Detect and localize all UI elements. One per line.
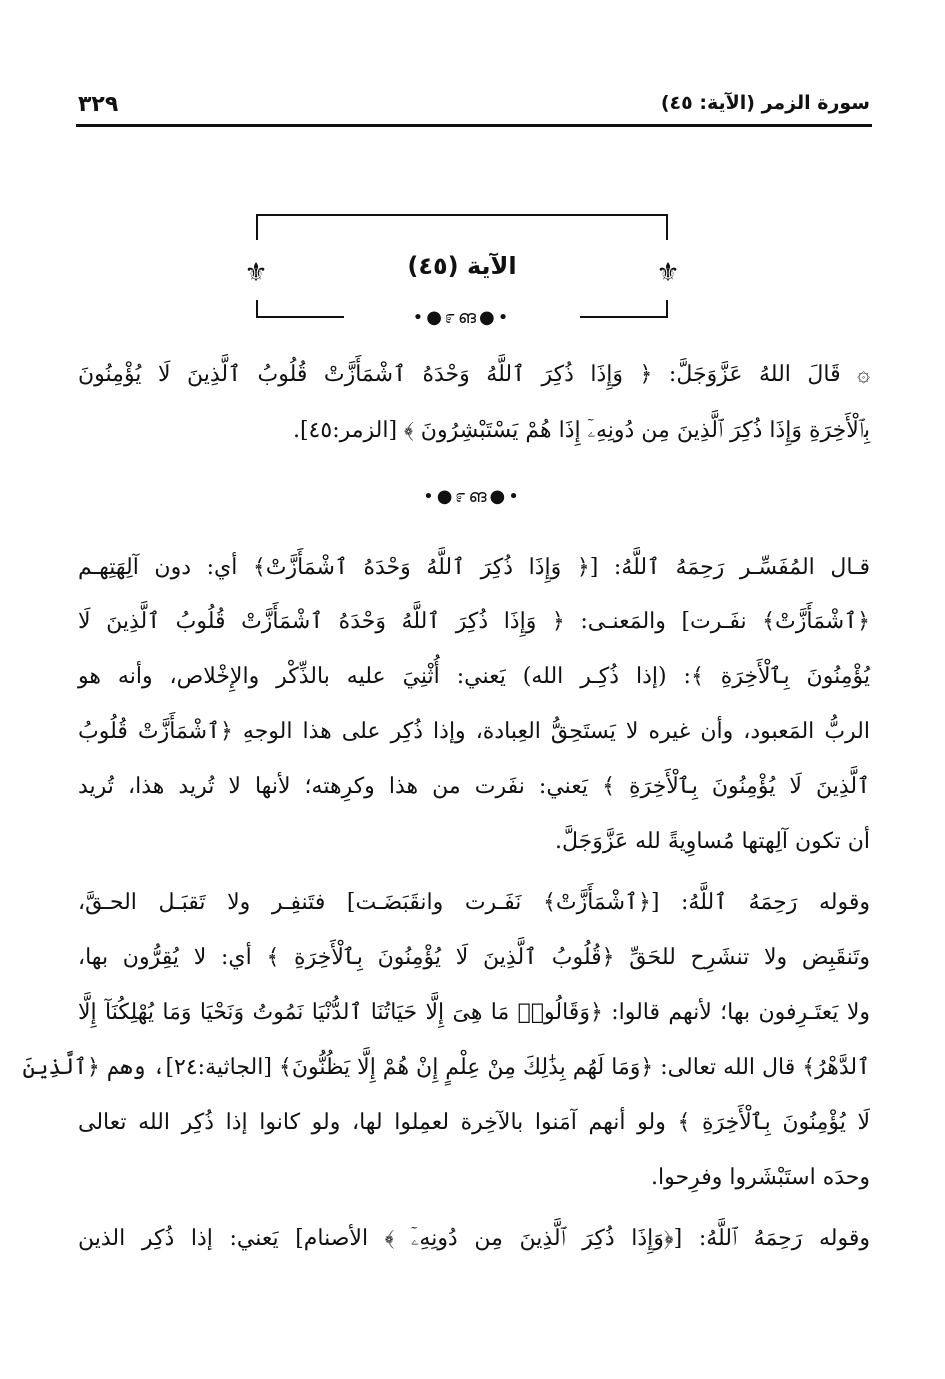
header-rule bbox=[76, 124, 872, 127]
section-divider: •●೯ങ●• bbox=[412, 307, 512, 328]
paragraph-line: الربُّ المَعبود، وأن غيره لا يَستَحِقُّ العِبادة، وإذا ذُكِر على هذا الوجهِ ﴿ٱشْمَأَزَّتْ قُلُوبُ bbox=[78, 719, 870, 744]
paragraph-line: أن تكون آلِهتها مُساوِيةً لله عَزَّوَجَلَّ. bbox=[554, 829, 870, 854]
paragraph-line: ٱلَّذِينَ لَا يُؤْمِنُونَ بِٱلْأَخِرَةِ ﴾ يَعني: نفَرت من هذا وكرِهته؛ لأنها لا تُريد هذا، تُريد bbox=[78, 774, 870, 799]
paragraph-line: ولا يَعتَـرِفون بها؛ لأنهم قالوا: ﴿وَقَالُوا۟ مَا هِىَ إِلَّا حَيَاتُنَا ٱلدُّنْيَا نَمُوتُ وَنَحْيَا وَمَا يُهْلِكُنَآ إِلَّا bbox=[78, 1000, 870, 1025]
paragraph-line: وحدَه استَبْشَروا وفرِحوا. bbox=[651, 1165, 870, 1190]
paragraph-line: يُؤْمِنُونَ بِٱلْأَخِرَةِ ﴾: (إذا ذُكِـر الله) يَعني: أُثْنِيَ عليه بالذِّكْر والإِخْلاص، وأنه هو bbox=[78, 664, 870, 689]
ornament-icon: ⚜ bbox=[656, 258, 680, 288]
paragraph-line: لَا يُؤْمِنُونَ بِٱلْأَخِرَةِ ﴾ ولو أنهم آمَنوا بالآخِرة لعمِلوا لها، ولو كانوا إذا ذُكِر الله تعالى bbox=[78, 1110, 870, 1135]
ornament-icon: ⚜ bbox=[244, 258, 268, 288]
page-number: ٣٢٩ bbox=[78, 92, 119, 117]
paragraph-line: قـال المُفَسِّـر رَحِمَهُ ٱللَّهُ: [﴿ وَإِذَا ذُكِرَ ٱللَّهُ وَحْدَهُ ٱشْمَأَزَّتْ﴾ أي: دون آلِهَتِهـم bbox=[78, 555, 870, 580]
paragraph-line: وقوله رَحِمَهُ ٱللَّهُ: [﴿ٱشْمَأَزَّتْ﴾ نَفَـرت وانقَبَضَـت] فتَنفِـر ولا تَقبَـل الحـقَّ، bbox=[78, 890, 870, 915]
verse-line: ۞ قَالَ اللهُ عَزَّوَجَلَّ: ﴿ وَإِذَا ذُكِرَ ٱللَّهُ وَحْدَهُ ٱشْمَأَزَّتْ قُلُوبُ ٱلَّذِينَ لَا يُؤْمِنُونَ bbox=[78, 362, 870, 387]
divider: •●೯ങ●• bbox=[423, 486, 522, 507]
verse-line: بِٱلْأَخِرَةِ وَإِذَا ذُكِرَ ٱلَّذِينَ مِن دُونِهِۦٓ إِذَا هُمْ يَسْتَبْشِرُونَ ﴾ [الزمر:٤٥]. bbox=[292, 418, 870, 443]
paragraph-line: وقوله رَحِمَهُ ٱللَّهُ: [﴿وَإِذَا ذُكِرَ ٱلَّذِينَ مِن دُونِهِۦٓ ﴾ الأصنام] يَعني: إذا ذُكِر الذين bbox=[78, 1226, 870, 1251]
running-header bbox=[78, 90, 870, 124]
section-title: الآية (٤٥) bbox=[407, 252, 517, 280]
paragraph-line: وتَنقَبِض ولا تنشَرِح للحَقِّ ﴿قُلُوبُ ٱلَّذِينَ لَا يُؤْمِنُونَ بِٱلْأَخِرَةِ ﴾ أي: لا يُقِرُّون بها، bbox=[78, 945, 870, 970]
paragraph-line: ٱلدَّهْرُ﴾ قال الله تعالى: ﴿وَمَا لَهُم بِذَٰلِكَ مِنْ عِلْمٍ إِنْ هُمْ إِلَّا يَظُنُّونَ﴾ [الجاثية:٢٤]، وهم ﴿ٱلَّذِينَ bbox=[22, 1055, 870, 1080]
paragraph-line: ﴿ٱشْمَأَزَّتْ﴾ نفَـرت] والمَعنـى: ﴿ وَإِذَا ذُكِرَ ٱللَّهُ وَحْدَهُ ٱشْمَأَزَّتْ قُلُوبُ ٱلَّذِينَ لَا bbox=[78, 609, 870, 634]
section-frame bbox=[244, 214, 680, 328]
surah-title: سورة الزمر (الآية: ٤٥) bbox=[660, 92, 870, 114]
